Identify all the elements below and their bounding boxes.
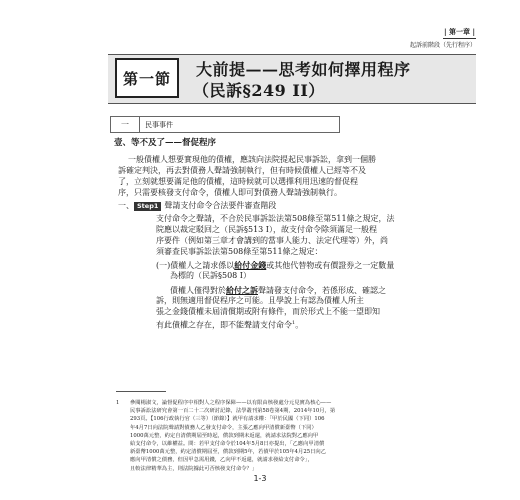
step1-prefix: 一、: [118, 201, 134, 210]
paragraph-3-line-4-end: 。: [295, 320, 304, 330]
paragraph-1-line-4: 序，只需要核發支付命令，債權人即可對債務人聲請強制執行。: [118, 188, 342, 197]
paragraph-3-text-a: 債權人僅得對於: [170, 286, 226, 295]
paragraph-3-line-1: [170, 285, 386, 297]
page-number: 1-3: [253, 474, 267, 483]
paragraph-2-line-3: 序要件（例如第三章才會講到的當事人能力、法定代理等）外，尚: [156, 236, 388, 245]
sub-item-prefix: (一)債權人之請求係以: [156, 261, 235, 270]
paragraph-2-line-4: 須審查民事訴訟法第508條至第511條之規定：: [156, 247, 323, 256]
paragraph-3-line-3: 張之金錢債權未屆清償期或附有條件，而於形式上不能一望即知: [156, 307, 380, 316]
sub-item-rest: 或其他代替物或有價證券之一定數量: [266, 261, 395, 270]
section-label: 第一節: [115, 58, 179, 98]
chapter-subtitle: 起訴前階段（先行程序）: [409, 42, 476, 49]
sub-item-emphasis: 給付金錢: [234, 260, 267, 270]
sub-item-1: [156, 260, 394, 272]
footnote-divider: [116, 391, 166, 392]
sub-item-1-line-2: 為標的（民訴§508 I）: [170, 271, 251, 280]
footnote-line: 且較法律精華為主，則法院據此可否核發支付命令？」: [130, 465, 258, 472]
paragraph-3-line-2: 訴，則無適用督促程序之可能。且學說上有認為債權人所主: [156, 296, 364, 305]
paragraph-3-line-4: [156, 318, 303, 331]
footnote-line: 新臺幣1000萬元整，約定清償期屆至，償款到期5年，若債甲於105年4月25日向乙: [130, 449, 326, 456]
paragraph-3-emphasis: 給付之訴: [226, 285, 258, 295]
subheading-box: [110, 116, 340, 133]
paragraph-3-text-c: 聲請發支付命令，若係形成、確認之: [258, 286, 386, 295]
footnote-block: [116, 399, 496, 473]
footnote-line: 293頁。【106行政執行官（三等）（節錄）】就甲有請求權：「甲於民國（下同）106: [130, 416, 325, 423]
footnote-line: 民事訴訟法研究會第一百二十二次研討記錄，法學叢刊第58卷第4期，2014年10月，第: [130, 408, 336, 415]
paragraph-1-line-3: 了，立刻就想要滿足他的債權，這時候就可以選擇利用迅速的督促程: [118, 177, 358, 186]
item-heading: 壹、等不及了——督促程序: [114, 138, 217, 148]
footnote-reference[interactable]: 1: [292, 320, 296, 326]
footnote-line: 參閱楊淑文，論督促程序中相對人之程序保障——以有限由核發處分元見實為核心——: [130, 400, 332, 406]
section-title-line2: （民訴§249 II）: [193, 81, 325, 100]
subheading-number: 一: [111, 117, 140, 132]
footnote-line: 應向甲清償之債務，但因甲急需用錢，乙向甲不返還，就請求發給支付命令」，: [130, 457, 313, 464]
paragraph-2-line-1: 支付命令之聲請，不合於民事訴訟法第508條至第511條之規定，法: [156, 214, 395, 223]
footnote-line: 1000萬元整，約定自清償期屆至時起，償款到期未返還，就請求法院對乙應向甲: [130, 432, 319, 439]
footnote-mark: 1: [116, 400, 120, 406]
step1-badge: Step1: [134, 202, 161, 211]
paragraph-2-line-2: 院應以裁定駁回之（民訴§513 I），故支付命令除須滿足一般程: [156, 225, 377, 234]
chapter-tag: | 第一章 |: [443, 27, 476, 39]
subheading-text: 民事事件: [145, 120, 173, 129]
paragraph-1-line-2: 訴確定判決，再去對債務人聲請強制執行，但有時候債權人已經等不及: [118, 166, 366, 175]
step1-heading: [118, 201, 276, 212]
step1-title: 聲請支付命令合法要件審查階段: [164, 201, 277, 210]
footnote-line: 年4月7日向法院聲請對債務人乙發支付命令，主張乙應向甲清償新臺幣（下同）: [130, 424, 317, 431]
paragraph-1-line-1: 一般債權人想要實現他的債權，應該向法院提起民事訴訟，拿到一個勝: [128, 155, 376, 164]
paragraph-3-line-4-text: 有此債權之存在，即不能聲請支付命令: [156, 320, 292, 330]
section-title-line1: 大前提——思考如何擇用程序: [196, 60, 411, 79]
footnote-line: 給支付命令，以維權益。問：若甲支付命令於104年5月8日亦提出，「乙應向甲清償: [130, 441, 325, 448]
